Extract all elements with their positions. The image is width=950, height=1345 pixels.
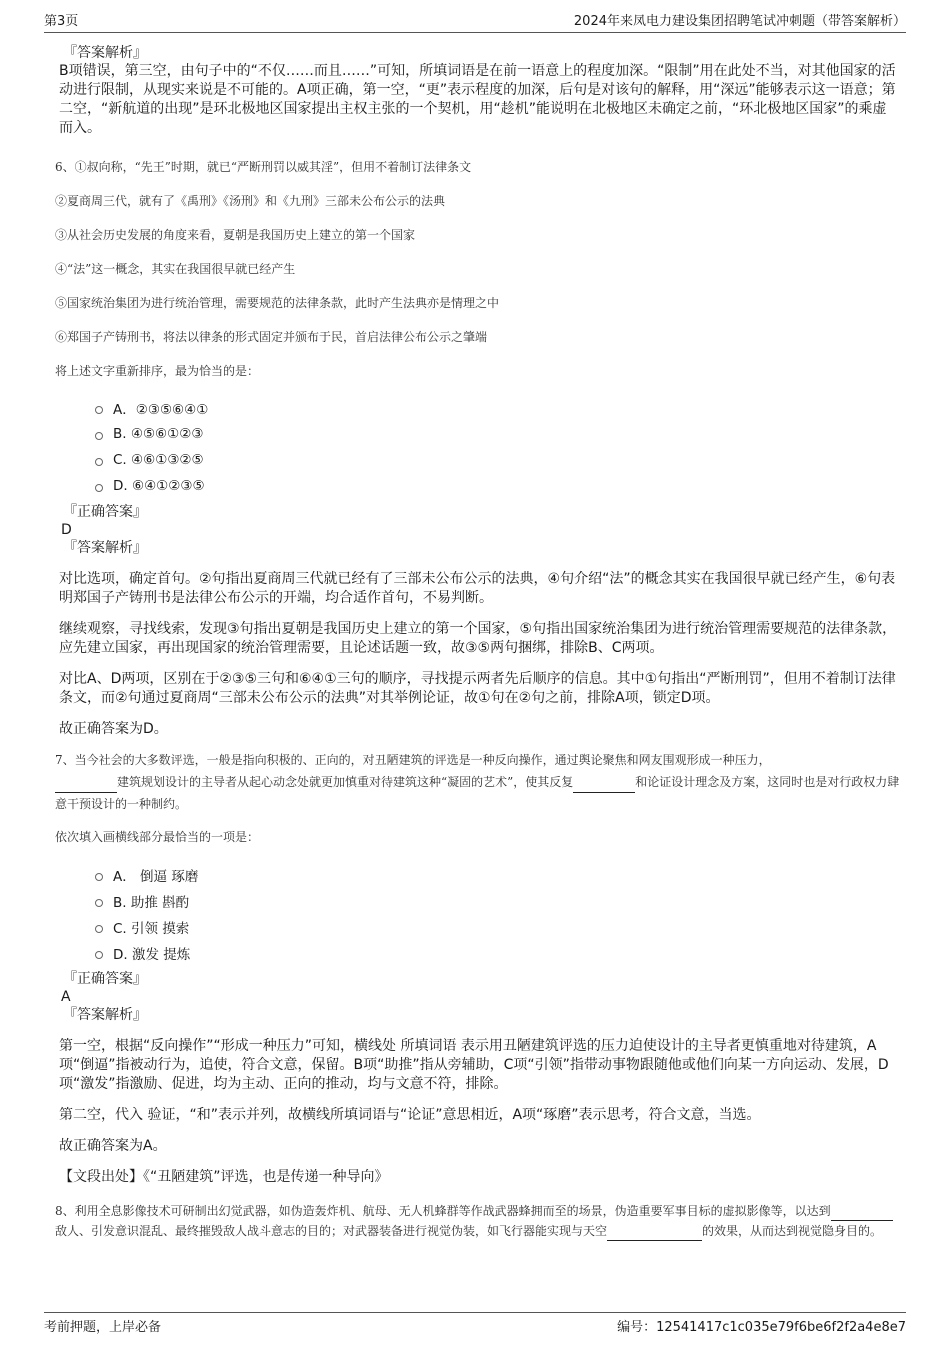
radio-button[interactable]: [95, 925, 103, 933]
analysis-label: 『答案解析』: [63, 540, 147, 556]
answer-blank[interactable]: [607, 1227, 702, 1241]
q5-analysis: [59, 44, 900, 138]
q6-statement-3: ③从社会历史发展的角度来看，夏朝是我国历史上建立的第一个国家: [55, 228, 416, 242]
q6-prompt: 将上述文字重新排序，最为恰当的是：: [55, 364, 260, 378]
q6-statement-2: ②夏商周三代，就有了《禹刑》《汤刑》和《九刑》三部未公布公示的法典: [55, 194, 446, 208]
correct-answer: D: [61, 522, 72, 538]
answer-label: 『正确答案』: [63, 971, 147, 987]
option-label: D. ⑥④①②③⑤: [113, 478, 205, 494]
stem-text: 8、利用全息影像技术可研制出幻觉武器，如伪造轰炸机、航母、无人机蜂群等作战武器蜂拥而至的场景，伪造重要军事目标的虚拟影像等，以达到: [55, 1204, 831, 1218]
q7-option-d[interactable]: [95, 940, 900, 966]
analysis-conclusion: 故正确答案为D。: [59, 721, 168, 737]
answer-blank[interactable]: [55, 779, 117, 793]
analysis-text: B项错误，第三空，由句子中的“不仅……而且……”可知，所填词语是在前一语意上的程度加深。“限制”用在此处不当，对其他国家的活动进行限制，从现实来说是不可能的。A项正确，第一空，“更”表示程度的加深，后句是对该句的解释，用“深远”能够表示这一语意；第二空，“新航道的出现”是环北极地区国家提出主权主张的一个契机，用“趁机”能说明在北极地区未确定之前，“环北极地区国家”的乘虚而入。: [59, 63, 896, 136]
source-citation: 【文段出处】《“丑陋建筑”评选，也是传递一种导向》: [59, 1169, 389, 1185]
q7-option-a[interactable]: [95, 862, 900, 888]
q7-prompt: 依次填入画横线部分最恰当的一项是：: [55, 830, 260, 844]
question-8: [55, 1201, 900, 1241]
document-id: 编号：12541417c1c035e79f6be6f2f2a4e8e7: [617, 1320, 906, 1335]
answer-blank[interactable]: [831, 1207, 893, 1221]
q6-option-a[interactable]: [95, 395, 900, 421]
document-title: 2024年来凤电力建设集团招聘笔试冲刺题（带答案解析）: [573, 14, 906, 29]
question-7: [55, 749, 900, 1187]
question-6: [55, 157, 900, 739]
q6-answer-block: [59, 503, 900, 557]
q6-option-d[interactable]: [95, 473, 900, 499]
q6-options: [95, 395, 900, 499]
analysis-label: 『答案解析』: [63, 1007, 147, 1023]
q6-analysis: [59, 570, 900, 739]
analysis-paragraph: 继续观察，寻找线索，发现③句指出夏朝是我国历史上建立的第一个国家，⑤句指出国家统治集团为进行统治管理需要规范的法律条款，应先建立国家，再出现国家的统治管理需要，且论述话题一致，故③⑤两句捆绑，排除B、C两项。: [59, 621, 897, 656]
stem-text: 和论证设计理念及方案，这同时也是对行政权力肆意干预设计的一种制约。: [55, 775, 900, 811]
radio-button[interactable]: [95, 484, 103, 492]
option-label: D. 激发 提炼: [113, 947, 191, 963]
option-label: A．②③⑤⑥④①: [113, 402, 209, 418]
radio-button[interactable]: [95, 899, 103, 907]
analysis-paragraph: 第一空，根据“反向操作”“形成一种压力”可知，横线处 所填词语 表示用丑陋建筑评选的压力迫使设计的主导者更慎重地对待建筑，A项“倒逼”指被动行为，追使，符合文意，保留。B项“助推”指从旁辅助，C项“引领”指带动事物跟随他或他们向某一方向运动、发展，D项“激发”指激励、促进，均为主动、正向的推动，均与文意不符，排除。: [59, 1038, 889, 1092]
page-number: 第3页: [44, 14, 79, 29]
q7-answer-block: [59, 970, 900, 1024]
option-label: B. 助推 斟酌: [113, 895, 190, 911]
radio-button[interactable]: [95, 873, 103, 881]
q6-statement-5: ⑤国家统治集团为进行统治管理，需要规范的法律条款，此时产生法典亦是情理之中: [55, 296, 500, 310]
answer-blank[interactable]: [573, 779, 635, 793]
q7-option-c[interactable]: [95, 914, 900, 940]
stem-text: 敌人、引发意识混乱、最终摧毁敌人战斗意志的目的；对武器装备进行视觉伪装，如飞行器能实现与天空: [55, 1224, 608, 1238]
radio-button[interactable]: [95, 951, 103, 959]
radio-button[interactable]: [95, 458, 103, 466]
correct-answer: A: [61, 989, 71, 1005]
q7-stem: [55, 749, 900, 815]
footer-slogan: 考前押题，上岸必备: [44, 1320, 162, 1335]
q7-options: [95, 862, 900, 966]
q7-option-b[interactable]: [95, 888, 900, 914]
analysis-paragraph: 对比选项，确定首句。②句指出夏商周三代就已经有了三部未公布公示的法典，④句介绍“法”的概念其实在我国很早就已经产生，⑥句表明郑国子产铸刑书是法律公布公示的开端，均合适作首句，不易判断。: [59, 571, 896, 606]
option-label: C. ④⑥①③②⑤: [113, 452, 204, 468]
radio-button[interactable]: [95, 406, 103, 414]
analysis-paragraph: 对比A、D两项，区别在于②③⑤三句和⑥④①三句的顺序，寻找提示两者先后顺序的信息。其中①句指出“严断刑罚”，但用不着制订法律条文，而②句通过夏商周“三部未公布公示的法典”对其举例论证，故①句在②句之前，排除A项，锁定D项。: [59, 671, 896, 706]
q6-statement-4: ④“法”这一概念，其实在我国很早就已经产生: [55, 262, 296, 276]
q6-statement-1: 6、①叔向称，“先王”时期，就已“严断刑罚以威其淫”，但用不着制订法律条文: [55, 160, 472, 174]
q6-option-b[interactable]: [95, 421, 900, 447]
page-header: [44, 10, 906, 33]
page-footer: [44, 1312, 906, 1336]
option-label: C. 引领 摸索: [113, 921, 190, 937]
analysis-label: 『答案解析』: [63, 45, 147, 61]
analysis-paragraph: 第二空，代入 验证，“和”表示并列，故横线所填词语与“论证”意思相近，A项“琢磨”表示思考，符合文意，当选。: [59, 1107, 761, 1123]
stem-text: 建筑规划设计的主导者从起心动念处就更加慎重对待建筑这种“凝固的艺术”，使其反复: [117, 775, 574, 789]
radio-button[interactable]: [95, 432, 103, 440]
option-label: B. ④⑤⑥①②③: [113, 426, 204, 442]
q6-statement-6: ⑥郑国子产铸刑书，将法以律条的形式固定并颁布于民，首启法律公布公示之肇端: [55, 330, 488, 344]
analysis-conclusion: 故正确答案为A。: [59, 1138, 167, 1154]
stem-text: 7、当今社会的大多数评选，一般是指向积极的、正向的，对丑陋建筑的评选是一种反向操作，通过舆论聚焦和网友围观形成一种压力，: [55, 753, 771, 767]
option-label: A． 倒逼 琢磨: [113, 869, 199, 885]
stem-text: 的效果，从而达到视觉隐身目的。: [702, 1224, 883, 1238]
q8-stem: [55, 1201, 900, 1241]
answer-label: 『正确答案』: [63, 504, 147, 520]
q7-analysis: [59, 1037, 900, 1187]
page-content: [55, 44, 900, 1241]
q6-option-c[interactable]: [95, 447, 900, 473]
